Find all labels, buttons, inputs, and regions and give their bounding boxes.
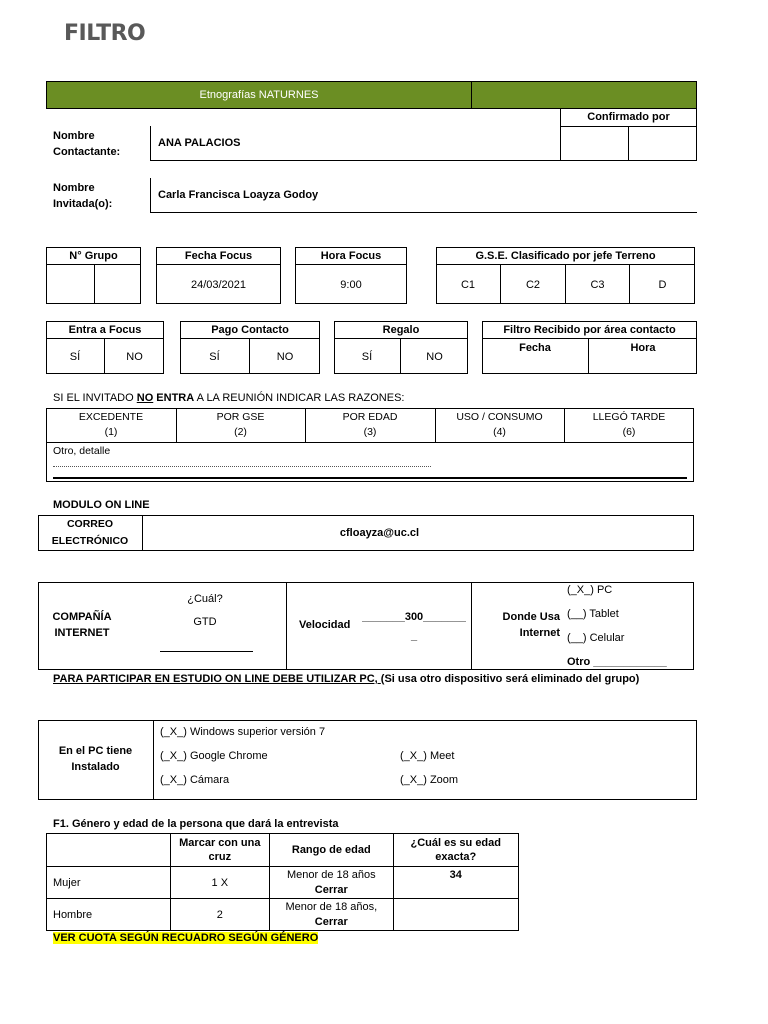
speed-value: _______300_______ — [362, 611, 466, 623]
invitada-value: Carla Francisca Loayza Godoy — [158, 189, 319, 201]
entra-si[interactable]: SÍ — [46, 339, 105, 374]
gse-label: G.S.E. Clasificado por jefe Terreno — [436, 247, 695, 265]
f1-col-range: Rango de edad — [270, 834, 393, 867]
f1-table — [46, 833, 519, 931]
fecha-label: Fecha Focus — [156, 247, 281, 265]
reason-excedente[interactable]: EXCEDENTE (1) — [78, 411, 144, 438]
f1-gender: Hombre — [47, 899, 171, 931]
invitada-label: Nombre Invitada(o): — [53, 182, 113, 210]
device-other[interactable]: Otro ____________ — [567, 656, 667, 668]
contactante-divider — [150, 126, 151, 161]
company-question: ¿Cuál? — [187, 593, 223, 605]
pc-zoom[interactable]: (_X_) Zoom — [400, 774, 459, 786]
f1-title: F1. Género y edad de la persona que dará la entrevista — [53, 818, 339, 830]
filtro-hora: Hora — [630, 342, 656, 354]
reasons-intro: SI EL INVITADO NO ENTRA A LA REUNIÓN INDICAR LAS RAZONES: — [53, 392, 405, 404]
pc-meet[interactable]: (_X_) Meet — [400, 750, 455, 762]
speed-tail: _ — [410, 630, 418, 642]
device-pc[interactable]: (_X_) PC — [567, 584, 613, 596]
regalo-no[interactable]: NO — [426, 350, 443, 363]
reason-other-dotted-line[interactable] — [53, 466, 431, 467]
f1-col-exact: ¿Cuál es su edad exacta? — [393, 834, 518, 867]
quota-note: VER CUOTA SEGÚN RECUADRO SEGÚN GÉNERO — [53, 932, 319, 944]
pc-divider — [153, 720, 154, 800]
pc-label: En el PC tiene Instalado — [58, 745, 133, 773]
f1-row-hombre — [47, 899, 519, 931]
confirmed-label: Confirmado por — [560, 108, 697, 127]
grupo-label: N° Grupo — [46, 247, 141, 265]
email-value: cfloayza@uc.cl — [339, 527, 420, 539]
f1-mark[interactable]: 2 — [170, 899, 270, 931]
gse-option-d[interactable]: D — [658, 278, 667, 291]
contactante-label: Nombre Contactante: — [53, 130, 121, 158]
reason-consumo[interactable]: USO / CONSUMO (4) — [456, 411, 543, 438]
reason-gse[interactable]: POR GSE (2) — [216, 411, 265, 438]
pc-camara[interactable]: (_X_) Cámara — [160, 774, 230, 786]
f1-range: Menor de 18 años, Cerrar — [270, 899, 393, 931]
pago-no[interactable]: NO — [276, 350, 294, 363]
hora-value: 9:00 — [340, 278, 362, 291]
device-tablet[interactable]: (__) Tablet — [567, 608, 619, 620]
banner-title: Etnografías NATURNES — [199, 89, 319, 101]
internet-divider-2 — [471, 582, 472, 670]
reasons-row-divider — [46, 442, 694, 443]
reason-edad[interactable]: POR EDAD (3) — [342, 411, 398, 438]
entra-no[interactable]: NO — [126, 350, 143, 363]
f1-exact[interactable]: 34 — [393, 867, 518, 899]
reason-other-label: Otro, detalle — [53, 445, 111, 457]
f1-gender: Mujer — [47, 867, 171, 899]
online-heading: MODULO ON LINE — [53, 499, 150, 511]
reason-tarde[interactable]: LLEGÓ TARDE (6) — [592, 411, 666, 438]
pago-si[interactable]: SÍ — [180, 339, 250, 374]
gse-option-c2[interactable]: C2 — [501, 265, 566, 304]
device-celular[interactable]: (__) Celular — [567, 632, 625, 644]
contactante-value: ANA PALACIOS — [158, 137, 241, 149]
pago-label: Pago Contacto — [180, 321, 320, 339]
fecha-value: 24/03/2021 — [190, 278, 247, 291]
f1-range: Menor de 18 años Cerrar — [270, 867, 393, 899]
f1-row-mujer — [47, 867, 519, 899]
entra-label: Entra a Focus — [46, 321, 164, 339]
grupo-divider — [94, 265, 95, 304]
gse-option-c3[interactable]: C3 — [566, 265, 630, 304]
filtro-label: Filtro Recibido por área contacto — [482, 321, 697, 339]
invitada-underline — [150, 212, 697, 213]
email-label: CORREO ELECTRÓNICO — [51, 518, 129, 547]
pc-chrome[interactable]: (_X_) Google Chrome — [160, 750, 268, 762]
pc-windows[interactable]: (_X_) Windows superior versión 7 — [160, 726, 326, 738]
regalo-label: Regalo — [334, 321, 468, 339]
company-underline — [160, 651, 253, 652]
f1-mark[interactable]: 1 X — [170, 867, 270, 899]
f1-exact[interactable] — [393, 899, 518, 931]
speed-label: Velocidad — [299, 619, 351, 631]
company-value: GTD — [193, 616, 217, 628]
pc-notice: PARA PARTICIPAR EN ESTUDIO ON LINE DEBE UTILIZAR PC, (Si usa otro dispositivo será eliminado del grupo) — [53, 673, 640, 685]
filtro-fecha: Fecha — [482, 339, 589, 374]
f1-col-mark: Marcar con una cruz — [170, 834, 270, 867]
where-label: Donde Usa Internet — [502, 611, 560, 639]
hora-label: Hora Focus — [295, 247, 407, 265]
regalo-si[interactable]: SÍ — [334, 339, 401, 374]
invitada-divider — [150, 178, 151, 213]
confirmed-divider — [628, 127, 629, 161]
banner-divider — [471, 82, 472, 108]
page-title: FILTRO — [64, 21, 146, 46]
gse-option-c1[interactable]: C1 — [436, 265, 501, 304]
internet-divider-1 — [286, 582, 287, 670]
company-label: COMPAÑÍA INTERNET — [52, 611, 112, 639]
contactante-underline — [150, 160, 560, 161]
reason-other-line — [53, 477, 687, 479]
